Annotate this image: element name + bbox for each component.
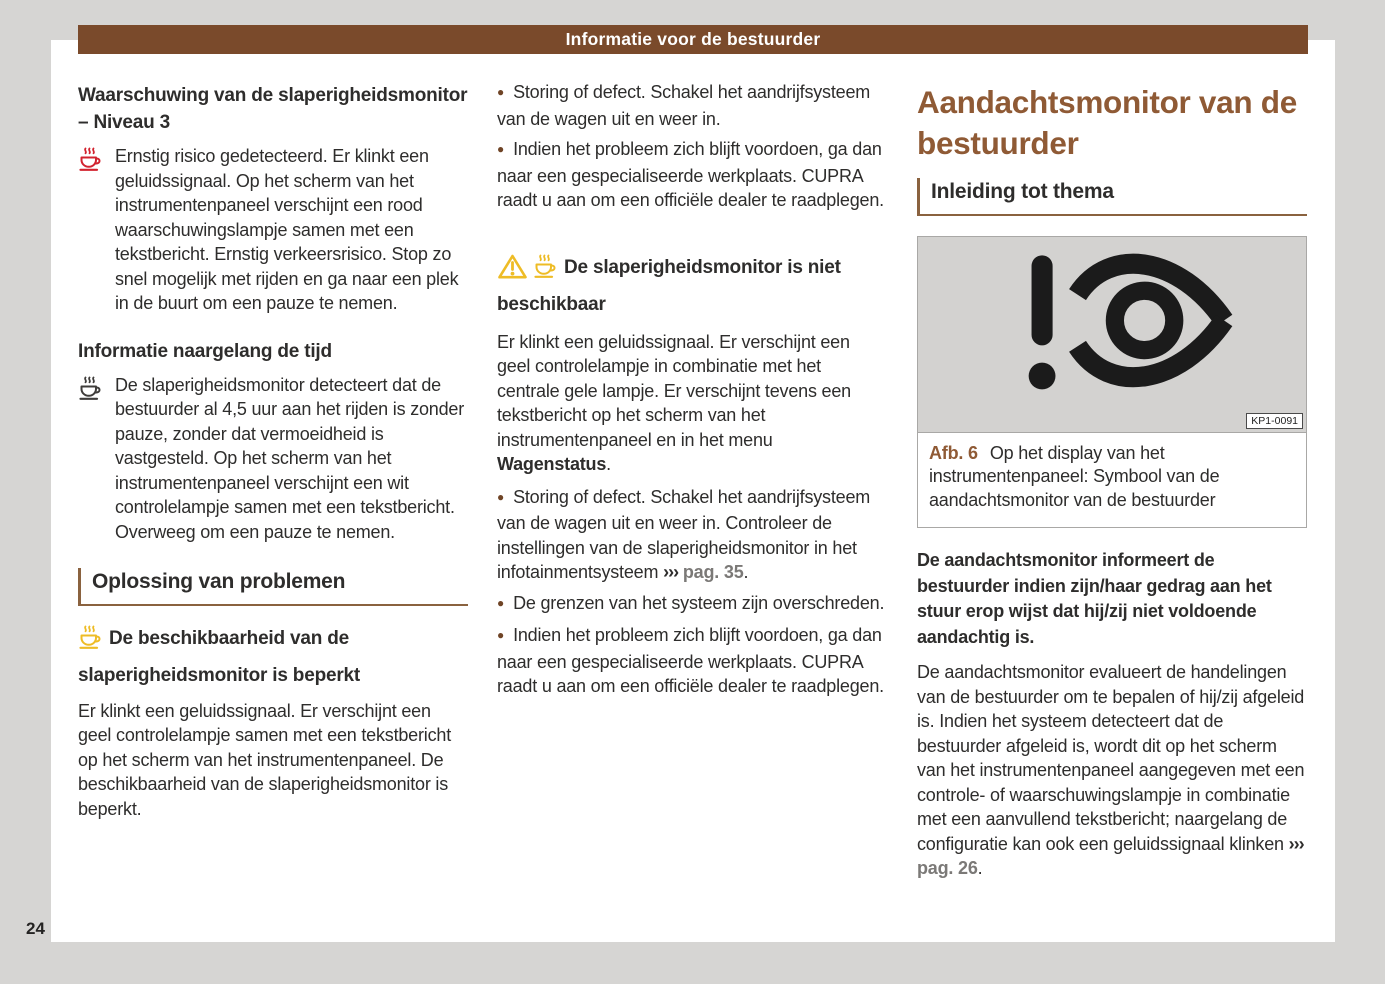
bullet-icon: ● xyxy=(497,489,505,504)
subheading-monitor-limited xyxy=(78,624,468,691)
heading-time-info: Informatie naargelang de tijd xyxy=(78,340,332,362)
page-reference-link[interactable]: pag. 35 xyxy=(682,562,744,582)
chevron-right-icon: ››› xyxy=(1288,833,1304,854)
monitor-unavailable-text xyxy=(497,330,887,477)
subheading-monitor-unavailable-text: De slaperigheidsmonitor is niet beschikbaar xyxy=(497,256,841,315)
section-heading-introduction: Inleiding tot thema xyxy=(917,178,1307,216)
section-heading-troubleshooting: Oplossing van problemen xyxy=(78,568,468,606)
attention-monitor-summary: De aandachtsmonitor informeert de bestuurder indien zijn/haar gedrag aan het stuur erop wijst dat hij/zij niet voldoende aandachtig is. xyxy=(917,550,1272,647)
list-item-text: Indien het probleem zich blijft voordoen, ga dan naar een gespecialiseerde werkplaats. CUPRA raadt u aan om een officiële dealer te raadplegen. xyxy=(497,625,884,696)
bullet-icon: ● xyxy=(497,628,505,642)
page-number: 24 xyxy=(26,919,45,938)
time-info-paragraph xyxy=(78,373,468,545)
monitor-limited-text: Er klinkt een geluidssignaal. Er verschijnt een geel controlelampje samen met een tekstbericht op het scherm van het instrumentenpaneel. De beschikbaarheid van de slaperigheidsmonitor is beperkt. xyxy=(78,700,452,819)
paragraph-text: Er klinkt een geluidssignaal. Er verschijnt een geel controlelampje in combinatie met het centrale gele lampje. Er verschijnt tevens een tekstbericht op het scherm van het instrumentenpaneel en in het menu xyxy=(497,331,851,450)
heading-warning-level3: Waarschuwing van de slaperigheidsmonitor – Niveau 3 xyxy=(78,85,468,133)
list-item xyxy=(497,591,887,618)
list-item xyxy=(497,485,887,585)
subheading-monitor-limited-text: De beschikbaarheid van de slaperigheidsmonitor is beperkt xyxy=(78,627,361,686)
attention-monitor-description xyxy=(917,660,1307,881)
warning-level3-text: Ernstig risico gedetecteerd. Er klinkt een geluidssignaal. Op het scherm van het instrumentenpaneel verschijnt een rood waarschuwingslampje samen met een tekstbericht. Ernstig verkeersrisico. Stop zo snel mogelijk met rijden en ga naar een plek in de buurt om een pauze te nemen. xyxy=(115,146,459,313)
chapter-title: Aandachtsmonitor van de bestuurder xyxy=(917,84,1297,161)
list-item xyxy=(497,623,887,699)
column-left xyxy=(78,82,468,821)
menu-name-wagenstatus: Wagenstatus xyxy=(497,454,607,474)
list-item-text: Storing of defect. Schakel het aandrijfsysteem van de wagen uit en weer in. xyxy=(497,82,871,129)
driver-attention-monitor-symbol-icon xyxy=(962,240,1262,429)
page-header-bar xyxy=(78,25,1308,54)
page-reference-link[interactable]: pag. 26 xyxy=(917,858,978,878)
coffee-cup-red-icon xyxy=(78,144,115,316)
warning-level3-paragraph xyxy=(78,144,468,316)
coffee-cup-dark-icon xyxy=(78,373,115,545)
figure-image-area xyxy=(918,237,1306,433)
figure-caption xyxy=(918,433,1306,528)
paragraph-text: . xyxy=(606,454,611,474)
bullet-icon: ● xyxy=(497,595,505,610)
list-item-text: . xyxy=(743,562,749,582)
figure-caption-label: Afb. 6 xyxy=(929,442,978,463)
column-middle xyxy=(497,80,887,699)
subheading-monitor-unavailable xyxy=(497,253,887,320)
list-item xyxy=(497,80,887,131)
list-item-text: Indien het probleem zich blijft voordoen, ga dan naar een gespecialiseerde werkplaats. CUPRA raadt u aan om een officiële dealer te raadplegen. xyxy=(497,139,884,210)
time-info-text: De slaperigheidsmonitor detecteert dat de bestuurder al 4,5 uur aan het rijden is zonder pauze, zonder dat vermoeidheid is vastgesteld. Op het scherm van het instrumentenpaneel verschijnt een wit controlelampje samen met een tekstbericht. Overweeg om een pauze te nemen. xyxy=(115,374,465,542)
figure-attention-monitor xyxy=(917,236,1307,529)
chevron-right-icon: ››› xyxy=(663,562,679,582)
list-item-text: De grenzen van het systeem zijn overschreden. xyxy=(513,592,885,613)
coffee-cup-yellow-icon xyxy=(533,254,559,290)
bullet-icon: ● xyxy=(497,85,505,99)
list-item xyxy=(497,137,887,213)
coffee-cup-yellow-icon xyxy=(78,625,104,661)
warning-triangle-icon xyxy=(497,253,528,290)
page-header-title: Informatie voor de bestuurder xyxy=(565,29,821,49)
figure-code-label: KP1-0091 xyxy=(1246,413,1303,429)
paragraph-text: De aandachtsmonitor evalueert de handelingen van de bestuurder om te bepalen of hij/zij afgeleid is. Indien het systeem detecteert dat de bestuurder afgeleid is, wordt dit op het scherm van het instrumentenpaneel aangegeven met een controle- of waarschuwingslampje in combinatie met een aanvullend tekstbericht; naargelang de configuratie kan ook een geluidssignaal klinken xyxy=(917,662,1305,854)
paragraph-text: . xyxy=(977,858,983,878)
bullet-icon: ● xyxy=(497,142,505,156)
list-item-text: Storing of defect. Schakel het aandrijfsysteem van de wagen uit en weer in. Controleer de instellingen van de slaperigheidsmonitor in het infotainmentsysteem xyxy=(497,486,871,582)
figure-caption-text: Op het display van het instrumentenpaneel: Symbool van de aandachtsmonitor van de bestuurder xyxy=(929,442,1220,510)
column-right xyxy=(917,82,1307,881)
